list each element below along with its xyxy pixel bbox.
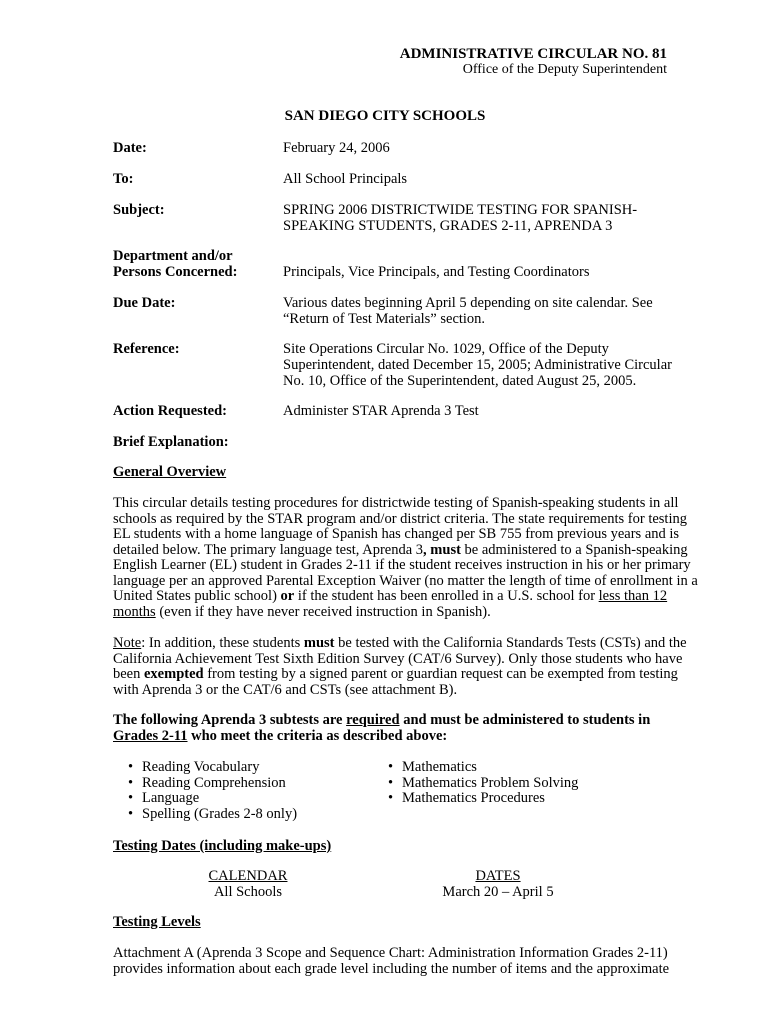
overview-line: detailed below. The primary language test, Aprenda 3, must be administered to a Spanish-speaking [113,541,688,558]
overview-line: This circular details testing procedures for districtwide testing of Spanish-speaking students in all [113,495,679,511]
circular-office: Office of the Deputy Superintendent [462,62,667,77]
testing-levels-paragraph [113,946,713,977]
department-value: Principals, Vice Principals, and Testing Coordinators [283,264,590,280]
list-item: • Reading Vocabulary [122,760,297,776]
brief-explanation-heading: Brief Explanation: [113,434,229,450]
note-line: Note: In addition, these students must be tested with the California Standards Tests (CSTs) and the [113,635,687,651]
subtests-left-list [122,760,297,822]
department-label-line-2: Persons Concerned: [113,264,238,280]
testing-dates-heading: Testing Dates (including make-ups) [113,838,332,854]
dates-value: March 20 – April 5 [442,884,554,900]
note-line: California Achievement Test Sixth Edition Survey (CAT/6 Survey). Only those students who have [113,650,683,667]
levels-line: provides information about each grade level including the number of items and the approximate [113,960,670,977]
overview-line: United States public school) or if the student has been enrolled in a U.S. school for less than 12 [113,588,668,604]
list-item: • Mathematics Procedures [382,791,578,807]
department-label-line-1: Department and/or [113,248,233,264]
calendar-value: All Schools [213,884,283,900]
subject-line-2: SPEAKING STUDENTS, GRADES 2-11, APRENDA 3 [283,218,613,234]
list-item: • Mathematics Problem Solving [382,776,578,792]
reference-label: Reference: [113,341,180,357]
to-value: All School Principals [283,171,408,187]
general-overview-paragraph [113,496,713,620]
calendar-header: CALENDAR [208,868,288,884]
calendar-column [178,868,318,900]
overview-line: EL students with a home language of Spanish has changed per SB 755 from previous years and is [113,526,680,542]
subtests-heading-line: The following Aprenda 3 subtests are required and must be administered to students in [113,712,651,728]
overview-line: language per an approved Parental Exception Waiver (no matter the length of time of enrollment in a [113,572,698,589]
date-value: February 24, 2006 [283,140,390,156]
list-item: • Mathematics [382,760,578,776]
dates-column [418,868,578,900]
circular-title: ADMINISTRATIVE CIRCULAR NO. 81 [399,46,667,62]
subtests-heading [113,713,713,744]
testing-levels-heading: Testing Levels [113,914,201,930]
note-line: been exempted from testing by a signed parent or guardian request can be exempted from testing [113,666,678,682]
levels-line: Attachment A (Aprenda 3 Scope and Sequence Chart: Administration Information Grades 2-11) [113,945,668,961]
note-line: with Aprenda 3 or the CAT/6 and CSTs (see attachment B). [113,681,458,698]
due-date-line-1: Various dates beginning April 5 depending on site calendar. See [283,295,653,311]
date-label: Date: [113,140,147,156]
reference-line-1: Site Operations Circular No. 1029, Office of the Deputy [283,341,609,357]
note-paragraph [113,636,713,698]
list-item: • Spelling (Grades 2-8 only) [122,807,297,823]
reference-line-3: No. 10, Office of the Superintendent, dated August 25, 2005. [283,373,637,389]
overview-line: English Learner (EL) student in Grades 2-11 if the student receives instruction in his or her primary [113,557,691,573]
due-date-label: Due Date: [113,295,176,311]
action-label: Action Requested: [113,403,227,419]
reference-line-2: Superintendent, dated December 15, 2005; Administrative Circular [283,357,672,373]
overview-line: months (even if they have never received instruction in Spanish). [113,603,491,620]
due-date-line-2: “Return of Test Materials” section. [283,311,486,327]
school-name: SAN DIEGO CITY SCHOOLS [284,108,486,124]
subtests-right-list [382,760,578,807]
general-overview-heading: General Overview [113,464,227,480]
list-item: • Reading Comprehension [122,776,297,792]
list-item: • Language [122,791,297,807]
subject-label: Subject: [113,202,165,218]
action-value: Administer STAR Aprenda 3 Test [283,403,479,419]
overview-line: schools as required by the STAR program and/or district criteria. The state requirements for testing [113,510,687,527]
subject-line-1: SPRING 2006 DISTRICTWIDE TESTING FOR SPANISH- [283,202,638,218]
subtests-heading-line: Grades 2-11 who meet the criteria as described above: [113,727,448,744]
to-label: To: [113,171,134,187]
dates-header: DATES [475,868,521,884]
